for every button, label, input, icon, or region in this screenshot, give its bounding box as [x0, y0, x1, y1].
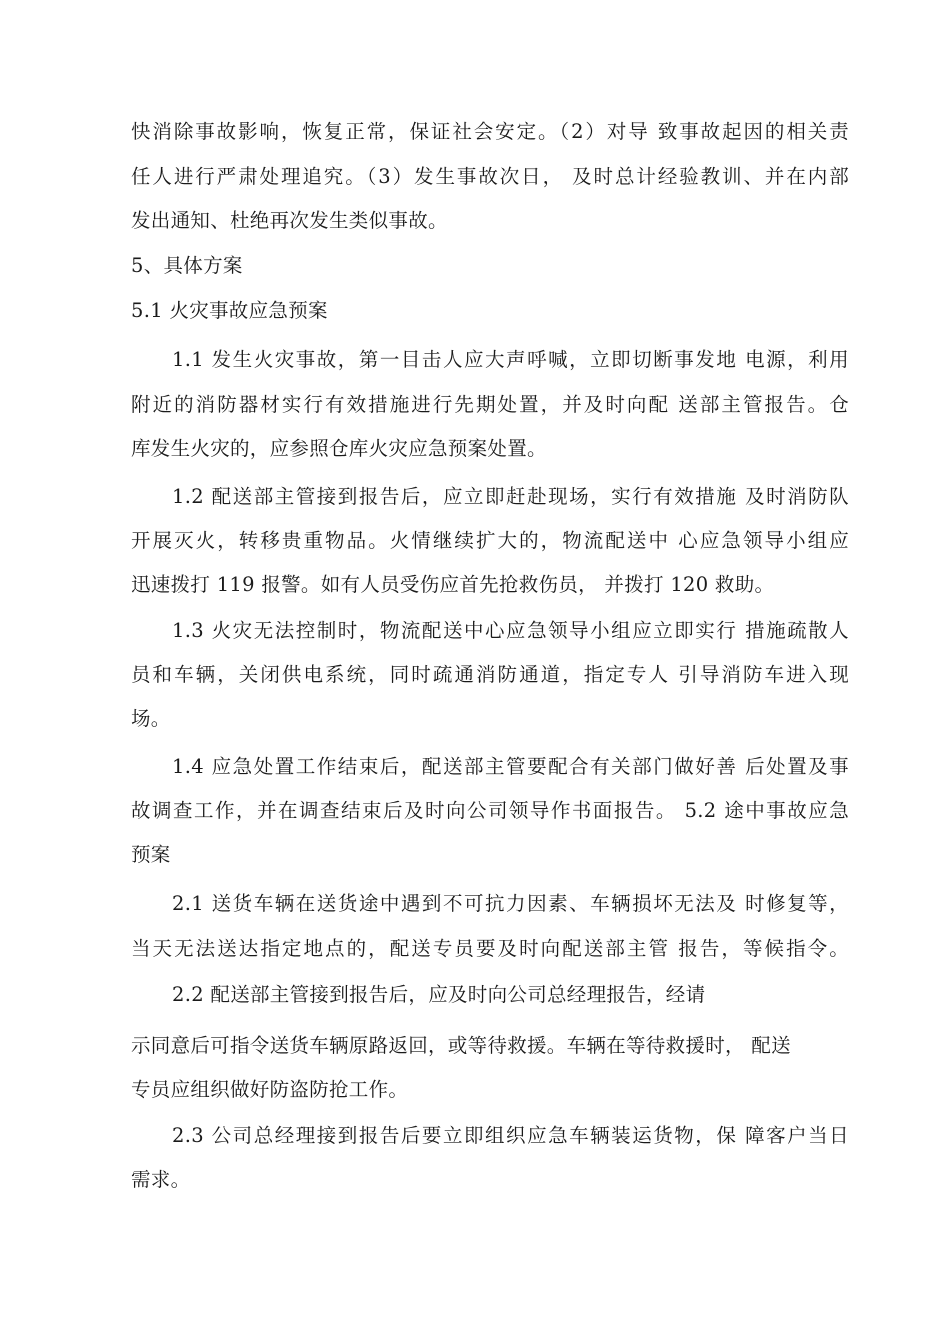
paragraph-line: 附近的消防器材实行有效措施进行先期处置，并及时向配 送部主管报告。仓 — [131, 393, 849, 416]
paragraph-line: 2.1 送货车辆在送货途中遇到不可抗力因素、车辆损坏无法及 时修复等， — [172, 892, 849, 915]
paragraph-line: 任人进行严肃处理追究。（3）发生事故次日， 及时总计经验教训、并在内部 — [131, 165, 849, 188]
paragraph-line: 2.2 配送部主管接到报告后，应及时向公司总经理报告，经请 — [172, 983, 706, 1006]
paragraph-line: 当天无法送达指定地点的，配送专员要及时向配送部主管 报告，等候指令。 — [131, 937, 849, 960]
paragraph-line: 需求。 — [131, 1168, 191, 1191]
paragraph-line: 1.4 应急处置工作结束后，配送部主管要配合有关部门做好善 后处置及事 — [172, 755, 849, 778]
paragraph-line: 迅速拨打 119 报警。如有人员受伤应首先抢救伤员， 并拨打 120 救助。 — [131, 573, 775, 596]
paragraph-line: 1.2 配送部主管接到报告后，应立即赶赴现场，实行有效措施 及时消防队 — [172, 485, 849, 508]
paragraph-line: 专员应组织做好防盗防抢工作。 — [131, 1078, 409, 1101]
paragraph-line: 快消除事故影响，恢复正常，保证社会安定。（2）对导 致事故起因的相关责 — [131, 120, 849, 143]
paragraph-line: 预案 — [131, 843, 171, 866]
paragraph-line: 故调查工作，并在调查结束后及时向公司领导作书面报告。 5.2 途中事故应急 — [131, 799, 849, 822]
paragraph-line: 1.1 发生火灾事故，第一目击人应大声呼喊，立即切断事发地 电源，利用 — [172, 348, 849, 371]
paragraph-line: 示同意后可指令送货车辆原路返回，或等待救援。车辆在等待救援时， 配送 — [131, 1034, 791, 1057]
paragraph-line: 场。 — [131, 707, 171, 730]
paragraph-line: 2.3 公司总经理接到报告后要立即组织应急车辆装运货物，保 障客户当日 — [172, 1124, 849, 1147]
subsection-heading: 5.1 火灾事故应急预案 — [131, 299, 328, 322]
section-heading: 5、具体方案 — [131, 254, 243, 277]
paragraph-line: 员和车辆，关闭供电系统，同时疏通消防通道，指定专人 引导消防车进入现 — [131, 663, 849, 686]
paragraph-line: 库发生火灾的，应参照仓库火灾应急预案处置。 — [131, 437, 547, 460]
paragraph-line: 开展灭火，转移贵重物品。火情继续扩大的，物流配送中 心应急领导小组应 — [131, 529, 849, 552]
paragraph-line: 发出通知、杜绝再次发生类似事故。 — [131, 209, 448, 232]
paragraph-line: 1.3 火灾无法控制时，物流配送中心应急领导小组应立即实行 措施疏散人 — [172, 619, 849, 642]
